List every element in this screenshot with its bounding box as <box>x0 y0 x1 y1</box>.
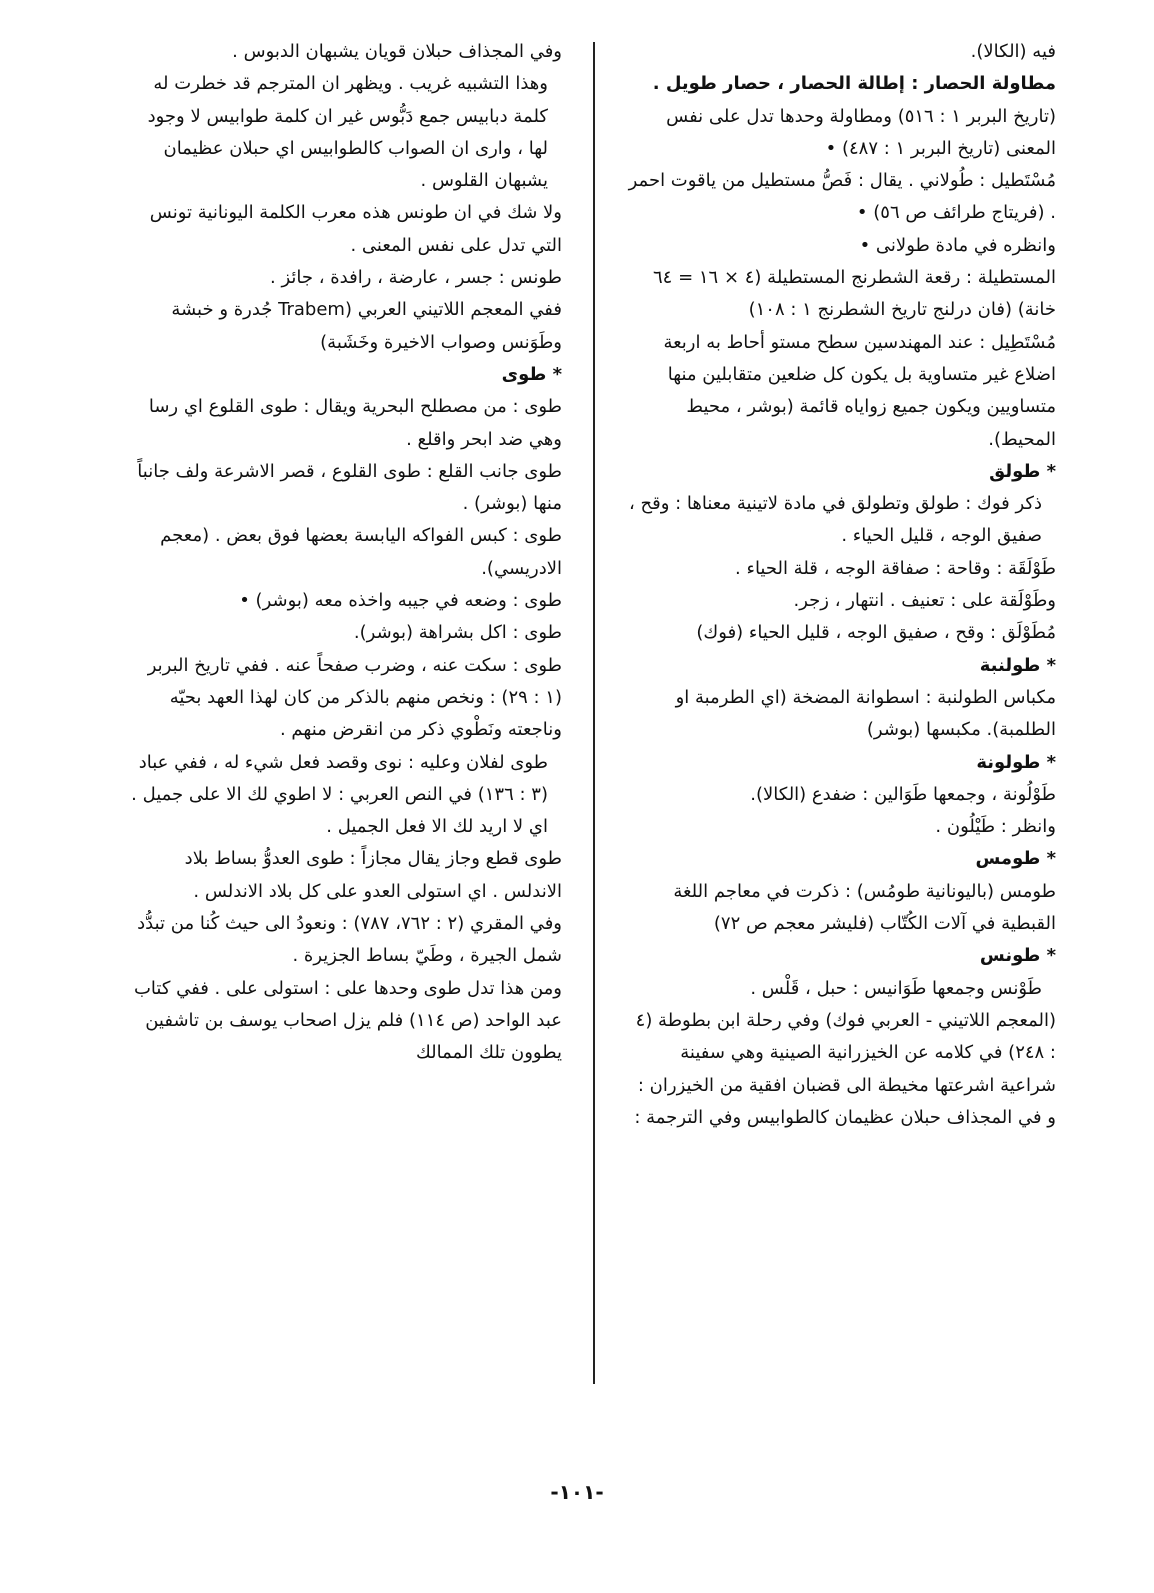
column-divider <box>593 42 595 1384</box>
paragraph: طوى لفلان وعليه : نوى وقصد فعل شيء له ، ففي عباد (٣ : ١٣٦) في النص العربي : لا اطوي لك الا على جميل . اي لا اريد لك الا فعل الجميل . <box>131 751 548 838</box>
paragraph: وفي المقري (٢ : ٧٦٢، ٧٨٧) : ونعودُ الى حيث كُنا من تبدُّد شمل الجيرة ، وطَيّ بساط الجزيرة . <box>137 913 562 967</box>
paragraph: طَوْلُونة ، وجمعها طَوَالين : ضفدع (الكالا). <box>750 783 1056 805</box>
paragraph: طَوْلَقَة : وقاحة : صفاقة الوجه ، قلة الحياء . <box>735 557 1056 579</box>
right-column <box>628 36 1056 1134</box>
paragraph: مكباس الطولنبة : اسطوانة المضخة (اي الطرمبة او الطلمبة). مكبسها (بوشر) <box>675 686 1056 741</box>
paragraph: (تاريخ البربر ١ : ٥١٦) ومطاولة وحدها تدل على نفس المعنى (تاريخ البربر ١ : ٤٨٧) • <box>666 105 1056 159</box>
paragraph: طوى : كبس الفواكه اليابسة بعضها فوق بعض . (معجم الادريسي). <box>160 525 562 579</box>
paragraph: وانظر : طَيْلُون . <box>935 816 1056 838</box>
paragraph: ففي المعجم اللاتيني العربي (Trabem جُدرة و خبشة وطَوَنس وصواب الاخيرة وخَشَبة) <box>171 299 562 353</box>
paragraph: طوى جانب القلع : طوى القلوع ، قصر الاشرعة ولف جانباً منها (بوشر) . <box>137 460 562 515</box>
paragraph: وطَوْلَقة على : تعنيف . انتهار ، زجر. <box>793 590 1056 612</box>
page-number: -١٠١- <box>550 1480 604 1504</box>
left-column <box>130 36 562 1070</box>
paragraph: طوى : وضعه في جيبه واخذه معه (بوشر) • <box>239 590 562 612</box>
section-header: * طولق <box>989 460 1056 482</box>
paragraph: ذكر فوك : طولق وتطولق في مادة لاتينية معناها : وقح ، صفيق الوجه ، قليل الحياء . <box>628 493 1042 547</box>
section-header: * طوى <box>501 363 562 385</box>
paragraph: المستطيلة : رقعة الشطرنج المستطيلة (٤ × ١٦ = ٦٤ خانة) (فان درلنج تاريخ الشطرنج ١ : ١٠٨) <box>653 267 1056 321</box>
paragraph: ولا شك في ان طونس هذه معرب الكلمة اليونانية تونس التي تدل على نفس المعنى . <box>149 202 562 256</box>
paragraph: وانظره في مادة طولانى • <box>859 234 1056 256</box>
entry-heading: مطاولة الحصار : إطالة الحصار ، حصار طويل . <box>652 73 1056 95</box>
paragraph: طومس (باليونانية طومُس) : ذكرت في معاجم اللغة القبطية في آلات الكُتّاب (فليشر معجم ص ٧٢) <box>673 880 1056 935</box>
paragraph: طَوْنس وجمعها طَوَانيس : حبل ، قَلْس . <box>750 977 1042 999</box>
paragraph: وفي المجذاف حبلان قويان يشبهان الدبوس . <box>232 41 562 62</box>
paragraph: مُطَوْلَق : وقح ، صفيق الوجه ، قليل الحياء (فوك) <box>696 622 1056 644</box>
paragraph: (المعجم اللاتيني - العربي فوك) وفي رحلة ابن بطوطة (٤ : ٢٤٨) في كلامه عن الخيزرانية الصينية وهي سفينة شراعية اشرعتها مخيطة الى قضبان افقية من الخيزران : و في المجذاف حبلان عظيمان كالطوابيس وفي الترجمة : <box>634 1009 1056 1128</box>
section-header: * طومس <box>975 848 1056 870</box>
paragraph: طوى : سكت عنه ، وضرب صفحاً عنه . ففي تاريخ البربر (١ : ٢٩) : ونخص منهم بالذكر من كان لهذا العهد بحيّه وناجعته ونَطْوي ذكر من انقرض منهم . <box>147 654 562 741</box>
paragraph: وهذا التشبيه غريب . ويظهر ان المترجم قد خطرت له كلمة دبابيس جمع دَبُّوس غير ان كلمة طوابيس لا وجود لها ، واری ان الصواب كالطوابيس اي حبلان عظيمان يشبهان القلوس . <box>147 73 548 192</box>
paragraph: مُسْتَطِيل : عند المهندسين سطح مستو أحاط به اربعة اضلاع غير متساوية بل يكون كل ضلعين متقابلين منها متساويين ويكون جميع زواياه قائمة (بوشر ، محيط المحيط). <box>663 331 1056 450</box>
paragraph: طوى : اكل بشراهة (بوشر). <box>353 622 562 644</box>
section-header: * طولونة <box>976 751 1056 773</box>
section-header: * طونس <box>979 945 1056 967</box>
paragraph: طوى قطع وجاز يقال مجازاً : طوى العدوُّ بساط بلاد الاندلس . اي استولى العدو على كل بلاد الاندلس . <box>184 848 562 902</box>
entry-heading: مُسْتَطيل : طُولاني . يقال : فَصُّ مستطيل من ياقوت احمر . (فريتاج طرائف ص ٥٦) • <box>628 170 1056 224</box>
paragraph: فيه (الكالا). <box>970 41 1056 62</box>
paragraph: ومن هذا تدل طوى وحدها على : استولى على . ففي كتاب عبد الواحد (ص ١١٤) فلم يزل اصحاب يوسف بن تاشفين يطوون تلك الممالك <box>133 977 562 1064</box>
section-header: * طولنبة <box>979 654 1056 676</box>
paragraph: طوى : من مصطلح البحرية ويقال : طوى القلوع اي رسا وهي ضد ابحر واقلع . <box>148 396 562 450</box>
paragraph: طونس : جسر ، عارضة ، رافدة ، جائز . <box>270 267 562 289</box>
